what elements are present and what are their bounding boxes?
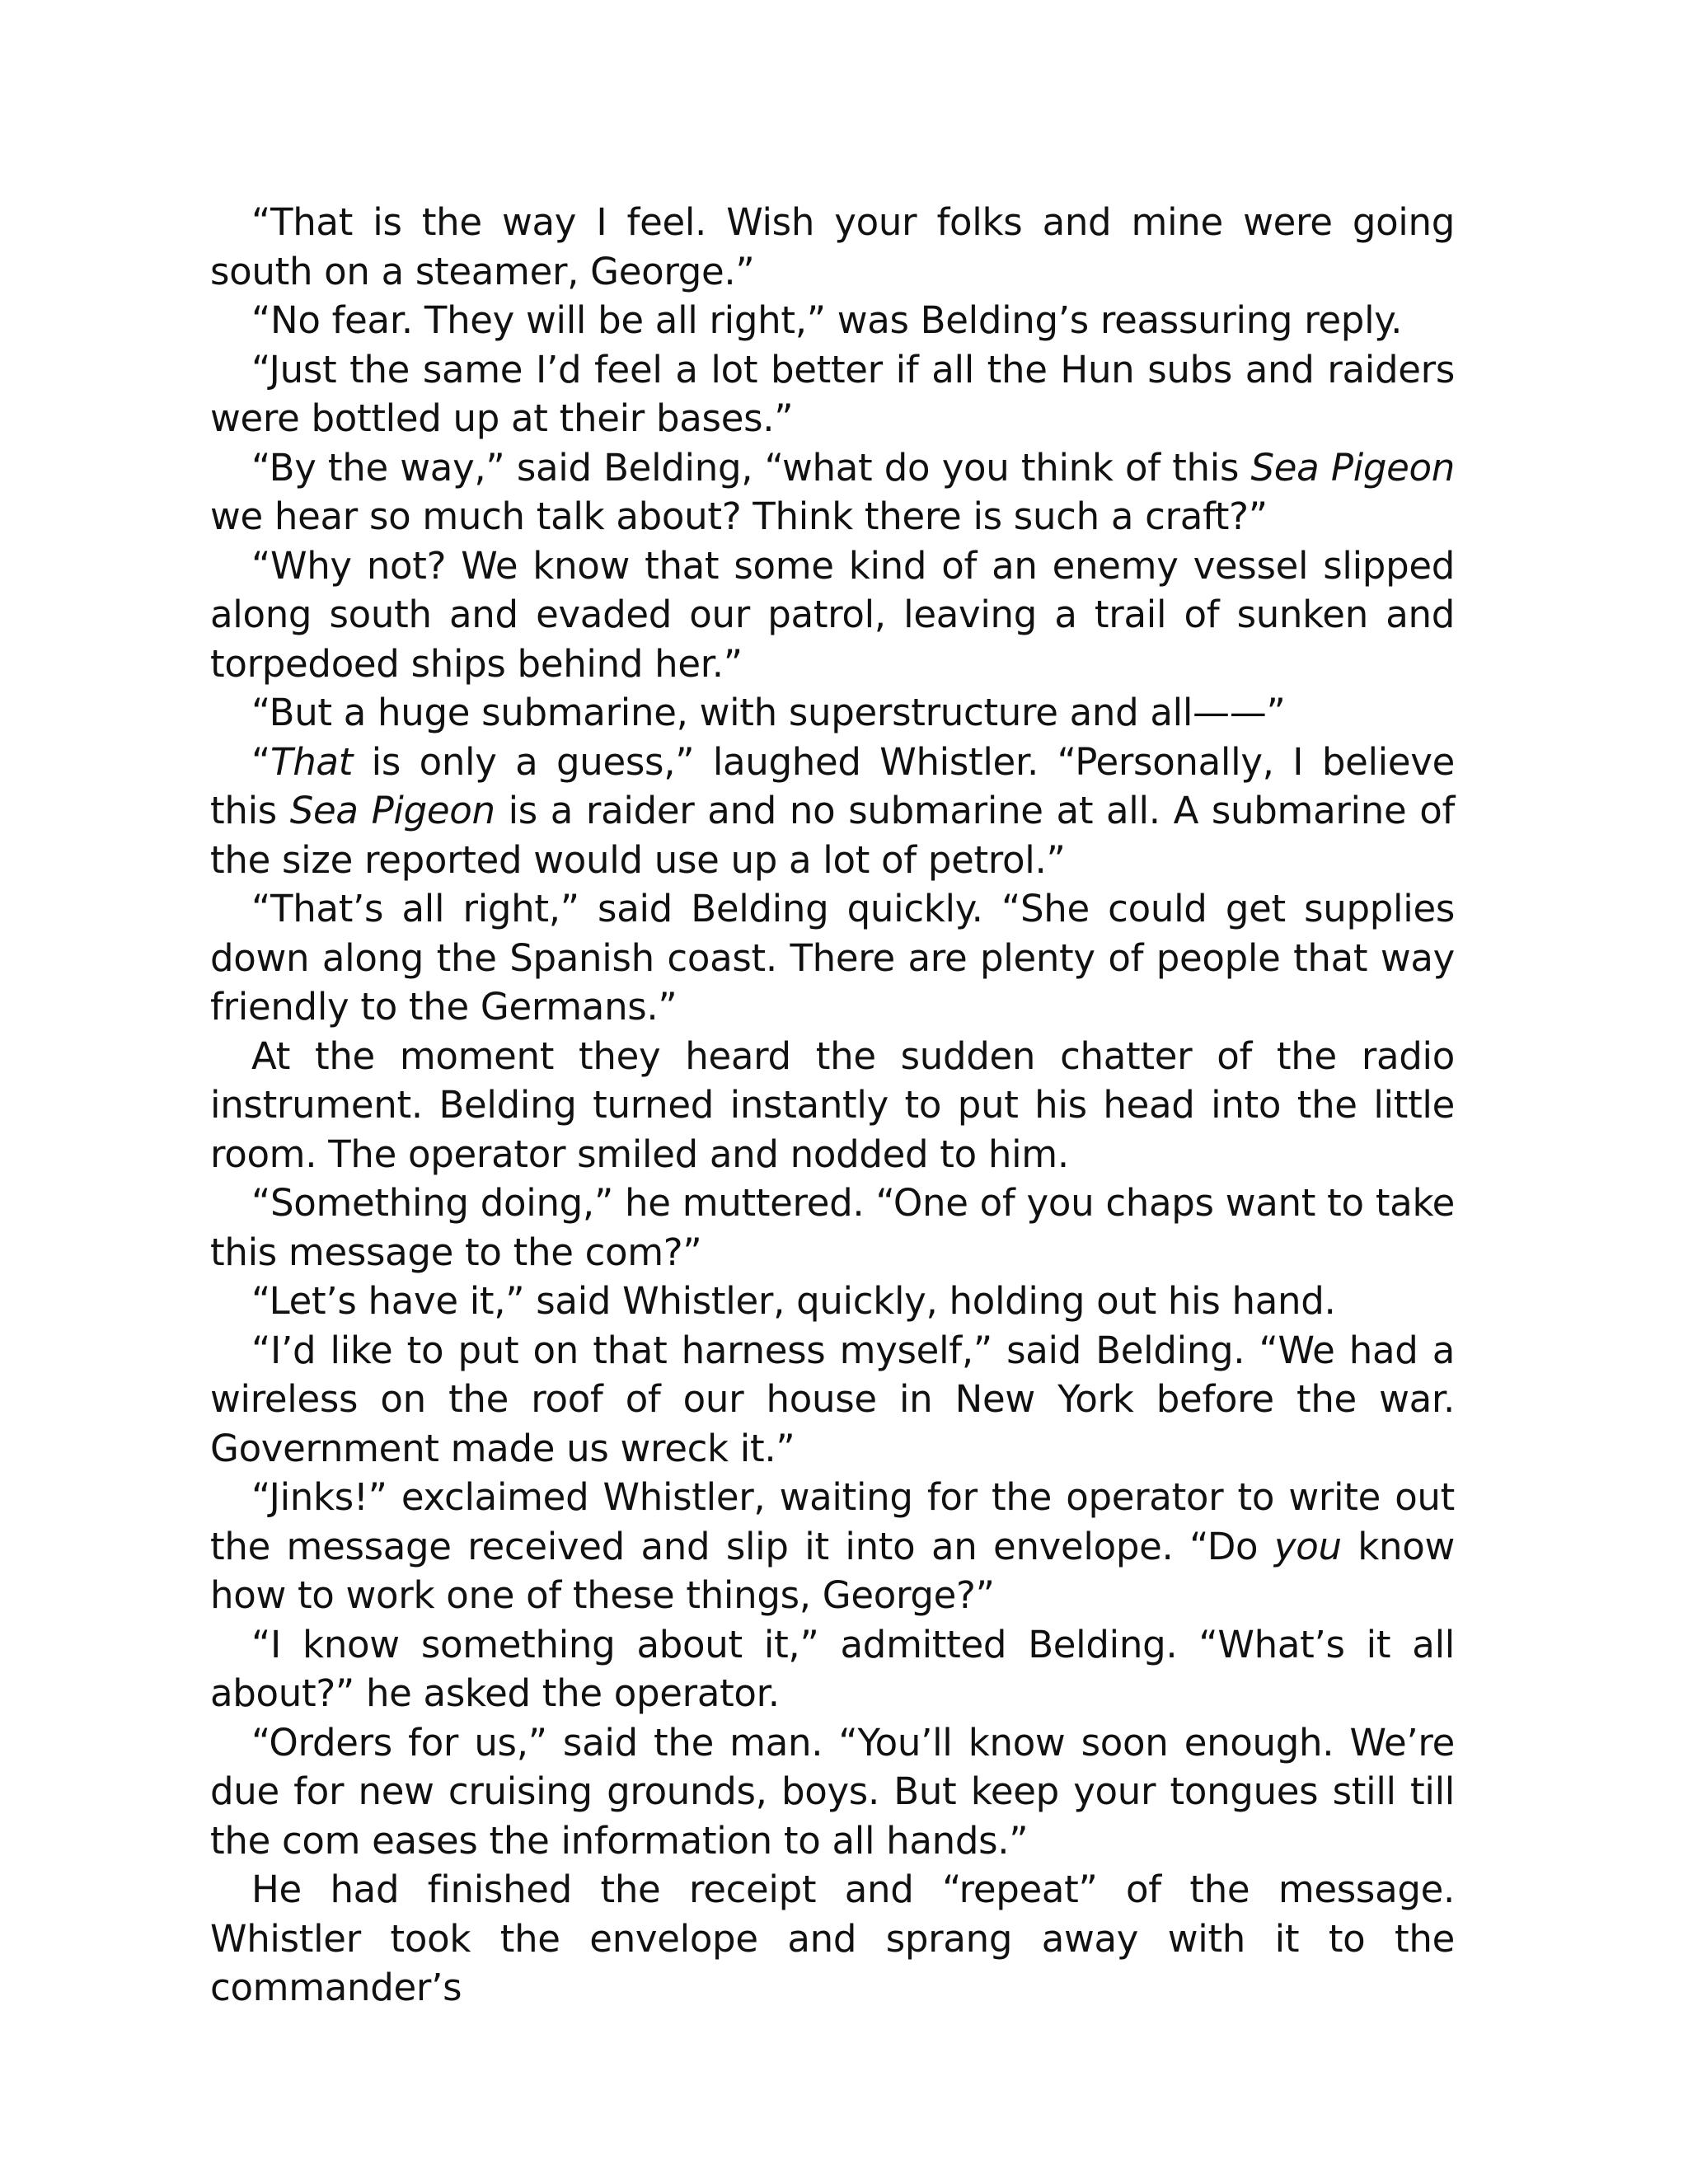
- paragraph: [210, 1179, 1455, 1277]
- italic-text: Sea Pigeon: [289, 789, 495, 832]
- paragraph: [210, 1620, 1455, 1718]
- text-run: “I’d like to put on that harness myself,” said Belding. “We had a wireless on the roof of our house in New York before the war. Government made us wreck it.”: [210, 1328, 1455, 1470]
- text-run: He had finished the receipt and “repeat” of the message. Whistler took the envelope and sprang away with it to the commander’s: [210, 1868, 1455, 2009]
- text-run: “Let’s have it,” said Whistler, quickly, holding out his hand.: [251, 1279, 1336, 1323]
- text-run: know how to work one of these things, George?”: [210, 1524, 1455, 1617]
- text-run: “No fear. They will be all right,” was Belding’s reassuring reply.: [251, 298, 1403, 342]
- paragraph: [210, 296, 1455, 345]
- text-run: “Why not? We know that some kind of an enemy vessel slipped along south and evaded our patrol, leaving a trail of sunken and torpedoed ships behind her.”: [210, 543, 1455, 686]
- paragraph: [210, 1473, 1455, 1620]
- text-run: “But a huge submarine, with superstructure and all——”: [251, 691, 1286, 734]
- paragraph: [210, 884, 1455, 1032]
- italic-text: That: [270, 739, 354, 784]
- text-run: “: [251, 739, 271, 784]
- paragraph: [210, 443, 1455, 541]
- text-run: “Just the same I’d feel a lot better if all the Hun subs and raiders were bottled up at their bases.”: [210, 347, 1455, 440]
- text-run: “Orders for us,” said the man. “You’ll know soon enough. We’re due for new cruising grounds, boys. But keep your tongues still till the com eases the information to all hands.”: [210, 1720, 1455, 1863]
- paragraph: [210, 688, 1455, 738]
- paragraph: [210, 541, 1455, 689]
- paragraph: [210, 1032, 1455, 1179]
- text-run: “I know something about it,” admitted Belding. “What’s it all about?” he asked the operator.: [210, 1622, 1455, 1715]
- paragraph: [210, 345, 1455, 443]
- paragraph: [210, 1326, 1455, 1474]
- paragraph: [210, 738, 1455, 885]
- text-run: “Jinks!” exclaimed Whistler, waiting for the operator to write out the message received and slip it into an envelope. “Do: [210, 1475, 1455, 1568]
- text-run: “That is the way I feel. Wish your folks and mine were going south on a steamer, George.”: [210, 200, 1455, 293]
- paragraph: [210, 198, 1455, 296]
- paragraph: [210, 1718, 1455, 1866]
- text-run: “By the way,” said Belding, “what do you think of this: [251, 445, 1251, 490]
- italic-text: you: [1273, 1524, 1342, 1568]
- text-run: is a raider and no submarine at all. A submarine of the size reported would use up a lot of petrol.”: [210, 789, 1455, 882]
- text-run: “Something doing,” he muttered. “One of you chaps want to take this message to the com?”: [210, 1181, 1455, 1274]
- italic-text: Sea Pigeon: [1250, 445, 1456, 490]
- text-run: we hear so much talk about? Think there is such a craft?”: [210, 494, 1268, 538]
- paragraph: [210, 1277, 1455, 1326]
- text-run: “That’s all right,” said Belding quickly. “She could get supplies down along the Spanish coast. There are plenty of people that way friendly to the Germans.”: [210, 887, 1455, 1029]
- text-run: At the moment they heard the sudden chatter of the radio instrument. Belding turned instantly to put his head into the little room. The operator smiled and nodded to him.: [210, 1033, 1455, 1176]
- book-page-body: [210, 198, 1455, 2013]
- paragraph: [210, 1865, 1455, 2013]
- text-run: is only a guess,” laughed Whistler. “Personally, I believe this: [210, 739, 1455, 832]
